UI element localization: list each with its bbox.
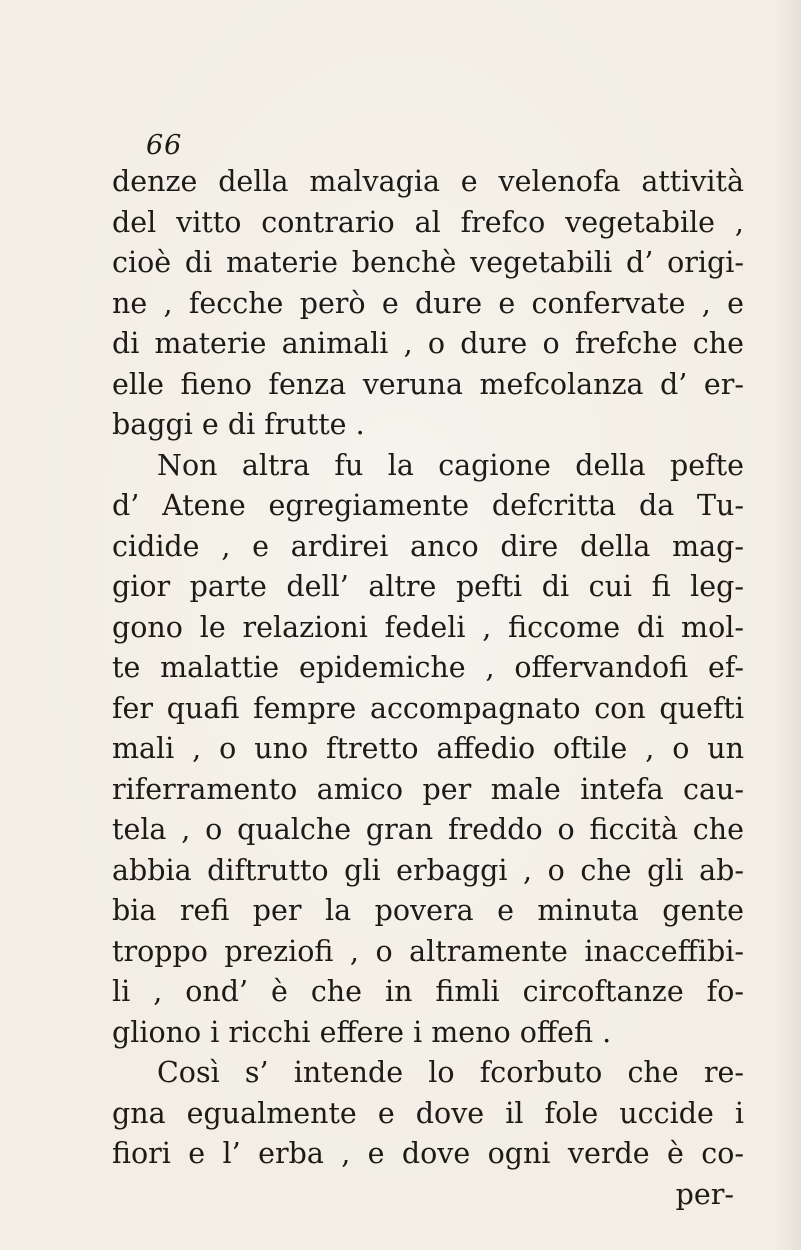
text-line-paragraph-start: Così s’ intende lo fcorbuto che re- <box>157 1056 744 1089</box>
text-line: gono le relazioni fedeli , ficcome di mol- <box>112 610 744 644</box>
text-line: di materie animali , o dure o frefche che <box>112 327 744 360</box>
text-line: li , ond’ è che in fimli circoftanze fo- <box>112 975 744 1008</box>
text-line: tela , o qualche gran freddo o ficcità che <box>112 813 744 846</box>
text-line-paragraph-end: gliono i ricchi effere i meno offefi . <box>112 1015 612 1049</box>
text-line: troppo preziofi , o altramente inacceffibi- <box>112 934 744 968</box>
text-line: te malattie epidemiche , offervandofi ef- <box>112 651 744 684</box>
text-line: d’ Atene egregiamente defcritta da Tu- <box>112 489 744 522</box>
page-number: 66 <box>146 130 183 161</box>
text-line: del vitto contrario al frefco vegetabile , <box>112 205 744 239</box>
catchword: per- <box>675 1177 734 1211</box>
text-line: riferramento amico per male intefa cau- <box>112 772 744 806</box>
text-line: cioè di materie benchè vegetabili d’ origi- <box>112 246 744 279</box>
text-line: gna egualmente e dove il fole uccide i <box>112 1096 744 1130</box>
text-line: elle fieno fenza veruna mefcolanza d’ er- <box>112 367 744 401</box>
text-line: cidide , e ardirei anco dire della mag- <box>112 529 744 563</box>
text-line: ne , fecche però e dure e confervate , e <box>112 286 744 320</box>
body-text <box>112 162 744 1215</box>
text-line: abbia diftrutto gli erbaggi , o che gli ab- <box>112 853 744 887</box>
text-line: denze della malvagia e velenofa attività <box>112 165 744 198</box>
text-line: bia refi per la povera e minuta gente <box>112 894 744 927</box>
text-line: fiori e l’ erba , e dove ogni verde è co- <box>112 1137 744 1170</box>
page-edge-shadow <box>775 0 801 1250</box>
text-line-paragraph-start: Non altra fu la cagione della pefte <box>157 448 744 482</box>
text-line: fer quafi fempre accompagnato con quefti <box>112 691 744 725</box>
text-line: gior parte dell’ altre pefti di cui fi leg- <box>112 570 744 603</box>
text-line: mali , o uno ftretto affedio oftile , o un <box>112 732 744 765</box>
text-line-paragraph-end: baggi e di frutte . <box>112 408 365 441</box>
